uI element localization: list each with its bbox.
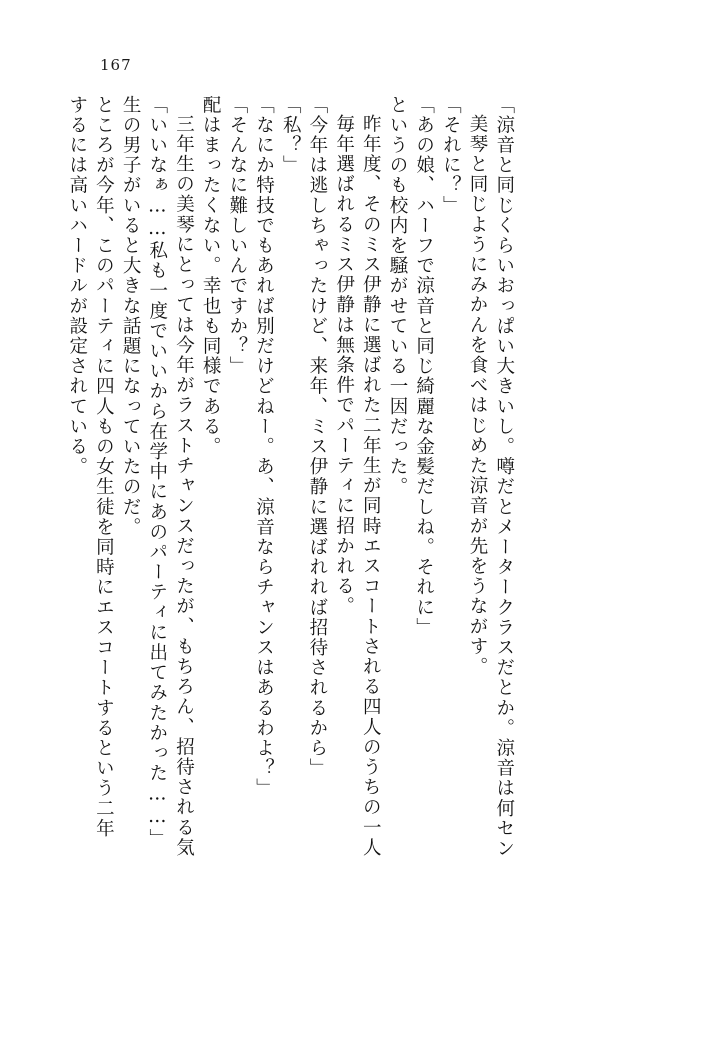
text-line: するには高いハードルが設定されている。 xyxy=(66,95,88,477)
text-line: 「私？」 xyxy=(280,95,302,176)
text-line: 配はまったくない。幸也も同様である。 xyxy=(200,95,222,457)
text-line: 「涼音と同じくらいおっぱい大きいし。噂だとメータークラスだとか。涼音は何セン xyxy=(493,95,515,859)
page-number: 167 xyxy=(100,56,132,74)
text-line: 「なにか特技でもあれば別だけどねー。あ、涼音ならチャンスはあるわよ？」 xyxy=(253,95,275,799)
text-line: 生の男子がいると大きな話題になっていたのだ。 xyxy=(120,95,142,538)
text-line: 毎年選ばれるミス伊静は無条件でパーティに招かれる。 xyxy=(333,114,355,617)
text-line: 美琴と同じようにみかんを食べはじめた涼音が先をうながす。 xyxy=(467,114,488,677)
text-line: ところが今年、このパーティに四人もの女生徒を同時にエスコートするという二年 xyxy=(93,95,115,839)
body-text xyxy=(59,95,659,975)
text-line: 「あの娘、ハーフで涼音と同じ綺麗な金髪だしね。それに」 xyxy=(413,95,435,638)
text-line: 「そんなに難しいんですか？」 xyxy=(226,95,248,377)
text-line: 昨年度、そのミス伊静に選ばれた二年生が同時エスコートされる四人のうちの一人 xyxy=(360,114,382,858)
text-line: 「それに？」 xyxy=(440,95,462,216)
text-line: というのも校内を騒がせている一因だった。 xyxy=(386,95,408,497)
text-line: 「今年は逃しちゃったけど、来年、ミス伊静に選ばれれば招待されるから」 xyxy=(306,95,328,779)
text-line: 「いいなぁ……私も一度でいいから在学中にあのパーティに出てみたかった……」 xyxy=(146,95,168,849)
text-line: 三年生の美琴にとっては今年がラストチャンスだったが、もちろん、招待される気 xyxy=(173,114,195,858)
